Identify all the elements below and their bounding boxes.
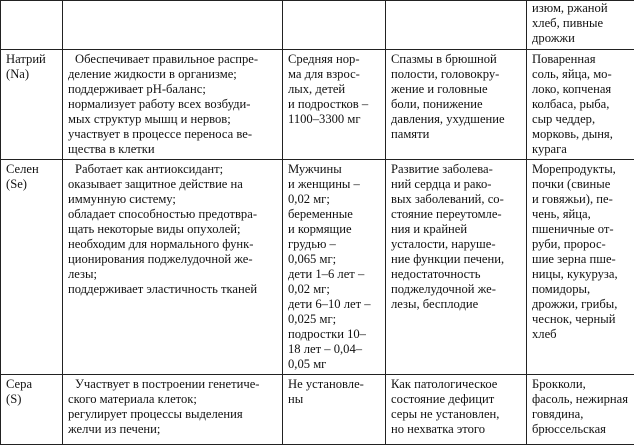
sources-line: курага bbox=[532, 142, 630, 157]
deficit-line: Развитие заболева- bbox=[391, 162, 522, 177]
deficit-line: поджелудочной же- bbox=[391, 282, 522, 297]
deficit-cell bbox=[386, 375, 527, 445]
functions-cell bbox=[63, 375, 283, 445]
element-symbol: (Se) bbox=[6, 177, 58, 192]
element-cell bbox=[1, 160, 63, 375]
functions-line: деление жидкости в организме; bbox=[68, 67, 278, 82]
element-name: Натрий bbox=[6, 52, 58, 67]
norm-line: Не установле- bbox=[288, 377, 381, 392]
norm-line: подростки 10– bbox=[288, 327, 381, 342]
sources-cell bbox=[527, 375, 634, 445]
deficit-line: полости, головокру- bbox=[391, 67, 522, 82]
sources-line: помидоры, bbox=[532, 282, 630, 297]
norm-line: и женщины – bbox=[288, 177, 381, 192]
norm-line: ма для взрос- bbox=[288, 67, 381, 82]
sources-line: шие зерна пше- bbox=[532, 252, 630, 267]
sources-line: соль, яйца, мо- bbox=[532, 67, 630, 82]
sources-line: почки (свиные bbox=[532, 177, 630, 192]
norm-line: ны bbox=[288, 392, 381, 407]
sources-line: хлеб bbox=[532, 327, 630, 342]
norm-line: лых, детей bbox=[288, 82, 381, 97]
sources-line: сыр чеддер, bbox=[532, 112, 630, 127]
sources-line: ницы, кукуруза, bbox=[532, 267, 630, 282]
functions-line: иммунную систему; bbox=[68, 192, 278, 207]
deficit-line: стояние переутомле- bbox=[391, 207, 522, 222]
sources-line: колбаса, рыба, bbox=[532, 97, 630, 112]
functions-line: нормализует работу всех возбуди- bbox=[68, 97, 278, 112]
sources-line: брюссельская bbox=[532, 422, 630, 437]
norm-cell bbox=[283, 160, 386, 375]
sources-line: Поваренная bbox=[532, 52, 630, 67]
deficit-line: ний сердца и рако- bbox=[391, 177, 522, 192]
functions-line: Работает как антиоксидант; bbox=[68, 162, 278, 177]
functions-line: щать некоторые виды опухолей; bbox=[68, 222, 278, 237]
sources-cell bbox=[527, 160, 634, 375]
norm-line: дети 6–10 лет – bbox=[288, 297, 381, 312]
sources-line: пшеничные от- bbox=[532, 222, 630, 237]
deficit-line: ние функции печени, bbox=[391, 252, 522, 267]
functions-line: Участвует в построении генетиче- bbox=[68, 377, 278, 392]
deficit-line: Как патологическое bbox=[391, 377, 522, 392]
functions-cell bbox=[63, 50, 283, 160]
norm-line: 0,065 мг; bbox=[288, 252, 381, 267]
norm-line: дети 1–6 лет – bbox=[288, 267, 381, 282]
norm-line: 18 лет – 0,04– bbox=[288, 342, 381, 357]
functions-line: участвует в процессе переноса ве- bbox=[68, 127, 278, 142]
norm-line: грудью – bbox=[288, 237, 381, 252]
norm-line: 1100–3300 мг bbox=[288, 112, 381, 127]
functions-line: Обеспечивает правильное распре- bbox=[68, 52, 278, 67]
functions-line: необходим для нормального функ- bbox=[68, 237, 278, 252]
sources-line: локо, копченая bbox=[532, 82, 630, 97]
deficit-line: боли, понижение bbox=[391, 97, 522, 112]
deficit-line: но нехватка этого bbox=[391, 422, 522, 437]
functions-line: щества в клетки bbox=[68, 142, 278, 157]
deficit-line: жение и головные bbox=[391, 82, 522, 97]
sources-cell bbox=[527, 50, 634, 160]
functions-line: ционирования поджелудочной же- bbox=[68, 252, 278, 267]
functions-line: поддерживает pH-баланс; bbox=[68, 82, 278, 97]
functions-line: желчи из печени; bbox=[68, 422, 278, 437]
deficit-cell bbox=[386, 1, 527, 50]
norm-line: Мужчины bbox=[288, 162, 381, 177]
functions-cell bbox=[63, 160, 283, 375]
sources-line: и говяжьи), пе- bbox=[532, 192, 630, 207]
sources-line: чень, яйца, bbox=[532, 207, 630, 222]
functions-line: мых структур мышц и нервов; bbox=[68, 112, 278, 127]
element-cell bbox=[1, 1, 63, 50]
deficit-line: давления, ухудшение bbox=[391, 112, 522, 127]
deficit-line: серы не установлен, bbox=[391, 407, 522, 422]
functions-line: ского материала клеток; bbox=[68, 392, 278, 407]
norm-line: 0,025 мг; bbox=[288, 312, 381, 327]
element-cell bbox=[1, 375, 63, 445]
sources-line: морковь, дыня, bbox=[532, 127, 630, 142]
element-name: Сера bbox=[6, 377, 58, 392]
norm-cell bbox=[283, 375, 386, 445]
deficit-line: усталости, наруше- bbox=[391, 237, 522, 252]
deficit-cell bbox=[386, 50, 527, 160]
element-name: Селен bbox=[6, 162, 58, 177]
table-row-sulfur bbox=[1, 375, 634, 445]
deficit-line: Спазмы в брюшной bbox=[391, 52, 522, 67]
element-cell bbox=[1, 50, 63, 160]
norm-line: 0,05 мг bbox=[288, 357, 381, 372]
deficit-line: недостаточность bbox=[391, 267, 522, 282]
sources-line: хлеб, пивные bbox=[532, 16, 630, 31]
sources-line: изюм, ржаной bbox=[532, 1, 630, 16]
sources-cell bbox=[527, 1, 634, 50]
norm-cell bbox=[283, 50, 386, 160]
deficit-line: ния и крайней bbox=[391, 222, 522, 237]
sources-line: Морепродукты, bbox=[532, 162, 630, 177]
table-row-sodium bbox=[1, 50, 634, 160]
norm-cell bbox=[283, 1, 386, 50]
element-symbol: (Na) bbox=[6, 67, 58, 82]
table-body bbox=[1, 1, 634, 445]
sources-line: дрожжи bbox=[532, 31, 630, 46]
sources-line: говядина, bbox=[532, 407, 630, 422]
table-row-continuation bbox=[1, 1, 634, 50]
norm-line: 0,02 мг; bbox=[288, 192, 381, 207]
deficit-line: памяти bbox=[391, 127, 522, 142]
functions-cell bbox=[63, 1, 283, 50]
norm-line: Средняя нор- bbox=[288, 52, 381, 67]
norm-line: 0,02 мг; bbox=[288, 282, 381, 297]
sources-line: Брокколи, bbox=[532, 377, 630, 392]
deficit-line: вых заболеваний, со- bbox=[391, 192, 522, 207]
sources-line: дрожжи, грибы, bbox=[532, 297, 630, 312]
functions-line: обладает способностью предотвра- bbox=[68, 207, 278, 222]
deficit-line: лезы, бесплодие bbox=[391, 297, 522, 312]
functions-line: регулирует процессы выделения bbox=[68, 407, 278, 422]
functions-line: лезы; bbox=[68, 267, 278, 282]
functions-line: поддерживает эластичность тканей bbox=[68, 282, 278, 297]
sources-line: чеснок, черный bbox=[532, 312, 630, 327]
table-row-selenium bbox=[1, 160, 634, 375]
sources-line: руби, пророс- bbox=[532, 237, 630, 252]
norm-line: беременные bbox=[288, 207, 381, 222]
norm-line: и подростков – bbox=[288, 97, 381, 112]
deficit-line: состояние дефицит bbox=[391, 392, 522, 407]
sources-line: фасоль, нежирная bbox=[532, 392, 630, 407]
norm-line: и кормящие bbox=[288, 222, 381, 237]
element-symbol: (S) bbox=[6, 392, 58, 407]
functions-line: оказывает защитное действие на bbox=[68, 177, 278, 192]
deficit-cell bbox=[386, 160, 527, 375]
